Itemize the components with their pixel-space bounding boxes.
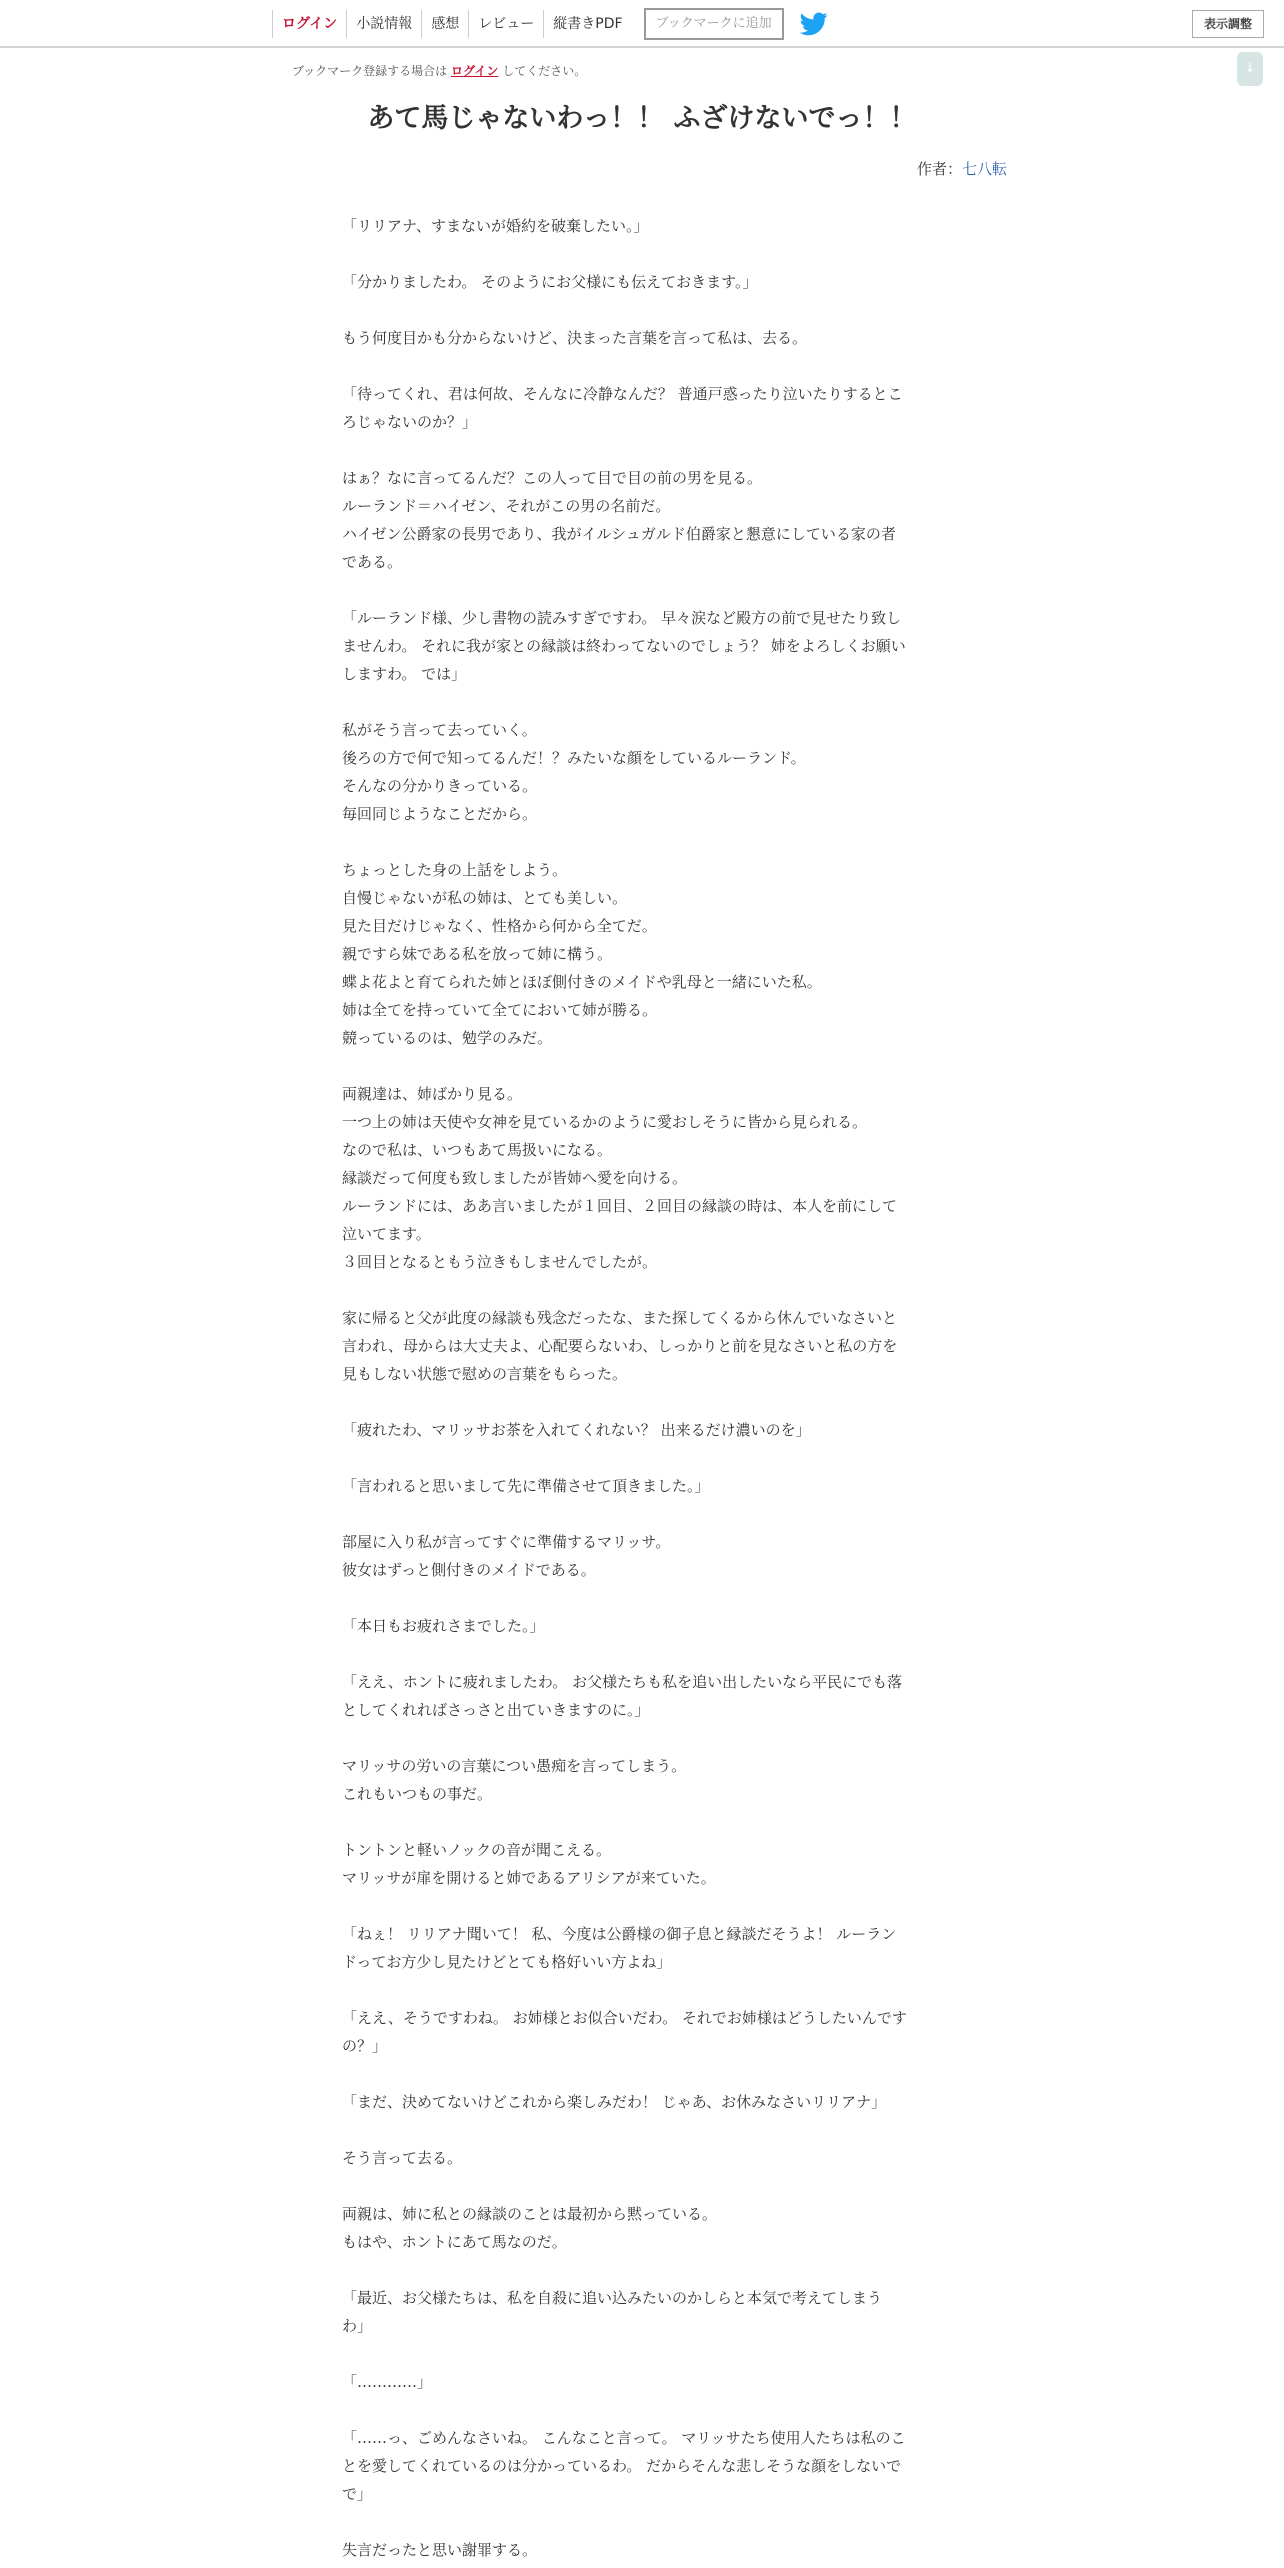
body-text-line	[342, 436, 942, 464]
body-text-line: 自慢じゃないが私の姉は、とても美しい。	[342, 889, 628, 907]
body-text-line	[342, 2060, 942, 2088]
body-text-line	[342, 1052, 942, 1080]
body-text-line: 「本日もお疲れさまでした。」	[342, 1617, 545, 1635]
body-text-line	[342, 1500, 942, 1528]
body-text-line: 「待ってくれ、君は何故、そんなに冷静なんだ？ 普通戸惑ったり泣いたりするとこ	[342, 385, 903, 403]
author-label: 作者：	[916, 160, 962, 178]
body-text-line	[342, 1640, 942, 1668]
body-text-line: とを愛してくれているのは分かっているわ。 だからそんな悲しそうな顔をしないで	[342, 2457, 902, 2475]
novel-title: あて馬じゃないわっ！！ ふざけないでっ！！	[367, 103, 917, 134]
body-text-line: 「疲れたわ、マリッサお茶を入れてくれない？ 出来るだけ濃いのを」	[342, 1421, 811, 1439]
body-text-line: 姉は全てを持っていて全てにおいて姉が勝る。	[342, 1001, 658, 1019]
body-text-line	[342, 296, 942, 324]
nav-review[interactable]: レビュー	[468, 10, 543, 38]
body-text-line: 部屋に入り私が言ってすぐに準備するマリッサ。	[342, 1533, 671, 1551]
body-text-line: 「ルーランド様、少し書物の読みすぎですわ。 早々涙など殿方の前で見せたり致し	[342, 609, 902, 627]
body-text-line	[342, 1808, 942, 1836]
body-text-line: 蝶よ花よと育てられた姉とほぼ側付きのメイドや乳母と一緒にいた私。	[342, 973, 822, 991]
add-bookmark-button[interactable]: ブックマークに追加	[644, 8, 784, 40]
body-text-line: 「ええ、そうですわね。 お姉様とお似合いだわ。 それでお姉様はどうしたいんです	[342, 2009, 907, 2027]
body-text-line: 見もしない状態で慰めの言葉をもらった。	[342, 1365, 628, 1383]
body-text-line: 失言だったと思い謝罪する。	[342, 2541, 538, 2559]
bookmark-notice-login-link[interactable]: ログイン	[451, 64, 499, 78]
body-text-line	[342, 352, 942, 380]
body-text-line: 「分かりましたわ。 そのようにお父様にも伝えておきます。」	[342, 273, 758, 291]
body-text-line: ルーランド＝ハイゼン、それがこの男の名前だ。	[342, 497, 671, 515]
body-text-line	[342, 1892, 942, 1920]
body-text-line: 「まだ、決めてないけどこれから楽しみだわ！ じゃあ、お休みなさいリリアナ」	[342, 2093, 887, 2111]
body-text-line: 親ですら妹である私を放って姉に構う。	[342, 945, 613, 963]
novel-body	[342, 212, 942, 2564]
body-text-line: 後ろの方で何で知ってるんだ！？みたいな顔をしているルーランド。	[342, 749, 806, 767]
nav-impressions[interactable]: 感想	[421, 10, 468, 38]
body-text-line: マリッサが扉を開けると姉であるアリシアが来ていた。	[342, 1869, 716, 1887]
bookmark-notice-after: してください。	[502, 64, 587, 78]
body-text-line	[342, 576, 942, 604]
body-text-line: である。	[342, 553, 403, 571]
body-text-line: ませんわ。 それに我が家との縁談は終わってないのでしょう？ 姉をよろしくお願い	[342, 637, 906, 655]
body-text-line: ハイゼン公爵家の長男であり、我がイルシュガルド伯爵家と懇意にしている家の者	[342, 525, 896, 543]
body-text-line: 彼女はずっと側付きのメイドである。	[342, 1561, 596, 1579]
body-text-line	[342, 2116, 942, 2144]
body-text-line	[342, 2508, 942, 2536]
body-text-line: 「リリアナ、すまないが婚約を破棄したい。」	[342, 217, 649, 235]
body-text-line: 毎回同じようなことだから。	[342, 805, 538, 823]
body-text-line: ３回目となるともう泣きもしませんでしたが。	[342, 1253, 658, 1271]
body-text-line: もう何度目かも分からないけど、決まった言葉を言って私は、去る。	[342, 329, 808, 347]
top-navigation-bar	[0, 0, 1284, 48]
body-text-line: 私がそう言って去っていく。	[342, 721, 537, 739]
body-text-line: の？」	[342, 2037, 388, 2055]
author-line	[917, 158, 1007, 179]
body-text-line: マリッサの労いの言葉につい愚痴を言ってしまう。	[342, 1757, 687, 1775]
body-text-line: これもいつもの事だ。	[342, 1785, 493, 1803]
bookmark-notice	[292, 62, 586, 79]
body-text-line	[342, 2256, 942, 2284]
body-text-line: で」	[342, 2485, 373, 2503]
body-text-line	[342, 1724, 942, 1752]
body-text-line: 「ねぇ！ リリアナ聞いて！ 私、今度は公爵様の御子息と縁談だそうよ！ ルーラン	[342, 1925, 897, 1943]
body-text-line: 両親達は、姉ばかり見る。	[342, 1085, 523, 1103]
body-text-line: しますわ。 では」	[342, 665, 467, 683]
body-text-line: ろじゃないのか？」	[342, 413, 478, 431]
main-nav	[272, 9, 828, 39]
body-text-line: ドってお方少し見たけどとても格好いい方よね」	[342, 1953, 672, 1971]
body-text-line	[342, 240, 942, 268]
author-link[interactable]: 七八転	[961, 160, 1007, 178]
body-text-line	[342, 1584, 942, 1612]
body-text-line: 両親は、姉に私との縁談のことは最初から黙っている。	[342, 2205, 718, 2223]
body-text-line: はぁ？なに言ってるんだ？この人って目で目の前の男を見る。	[342, 469, 763, 487]
body-text-line: もはや、ホントにあて馬なのだ。	[342, 2233, 567, 2251]
body-text-line: 「……っ、ごめんなさいね。 こんなこと言って。 マリッサたち使用人たちは私のこ	[342, 2429, 906, 2447]
nav-novel-info[interactable]: 小説情報	[346, 10, 421, 38]
body-text-line: 一つ上の姉は天使や女神を見ているかのように愛おしそうに皆から見られる。	[342, 1113, 868, 1131]
body-text-line: トントンと軽いノックの音が聞こえる。	[342, 1841, 611, 1859]
body-text-line: としてくれればさっさと出ていきますのに。」	[342, 1701, 650, 1719]
twitter-icon[interactable]	[800, 12, 828, 36]
body-text-line	[342, 2396, 942, 2424]
body-text-line: なので私は、いつもあて馬扱いになる。	[342, 1141, 613, 1159]
body-text-line	[342, 1444, 942, 1472]
body-text-line: 「言われると思いまして先に準備させて頂きました。」	[342, 1477, 710, 1495]
body-text-line: 言われ、母からは大丈夫よ、心配要らないわ、しっかりと前を見なさいと私の方を	[342, 1337, 898, 1355]
nav-vertical-pdf[interactable]: 縦書きPDF	[543, 10, 631, 38]
body-text-line: ルーランドには、ああ言いましたが１回目、２回目の縁談の時は、本人を前にして	[342, 1197, 898, 1215]
body-text-line: 縁談だって何度も致しましたが皆姉へ愛を向ける。	[342, 1169, 688, 1187]
body-text-line	[342, 688, 942, 716]
nav-login[interactable]: ログイン	[272, 10, 346, 38]
body-text-line	[342, 1388, 942, 1416]
body-text-line	[342, 1976, 942, 2004]
body-text-line: そんなの分かりきっている。	[342, 777, 538, 795]
body-text-line: そう言って去る。	[342, 2149, 463, 2167]
body-text-line: 「…………」	[342, 2373, 433, 2391]
body-text-line: 見た目だけじゃなく、性格から何から全てだ。	[342, 917, 657, 935]
body-text-line: わ」	[342, 2317, 373, 2335]
body-text-line: 家に帰ると父が此度の縁談も残念だったな、また探してくるから休んでいなさいと	[342, 1309, 898, 1327]
body-text-line: 「最近、お父様たちは、私を自殺に追い込みたいのかしらと本気で考えてしまう	[342, 2289, 883, 2307]
body-text-line: 「ええ、ホントに疲れましたわ。 お父様たちも私を追い出したいなら平民にでも落	[342, 1673, 903, 1691]
body-text-line	[342, 828, 942, 856]
body-text-line	[342, 1276, 942, 1304]
body-text-line: 競っているのは、勉学のみだ。	[342, 1029, 553, 1047]
body-text-line: ちょっとした身の上話をしよう。	[342, 861, 568, 879]
body-text-line: 泣いてます。	[342, 1225, 431, 1243]
body-text-line	[342, 2340, 942, 2368]
body-text-line	[342, 2172, 942, 2200]
bookmark-notice-before: ブックマーク登録する場合は	[292, 64, 448, 78]
display-settings-button[interactable]: 表示調整	[1192, 10, 1264, 38]
scroll-down-tab[interactable]: ↓	[1237, 52, 1263, 86]
